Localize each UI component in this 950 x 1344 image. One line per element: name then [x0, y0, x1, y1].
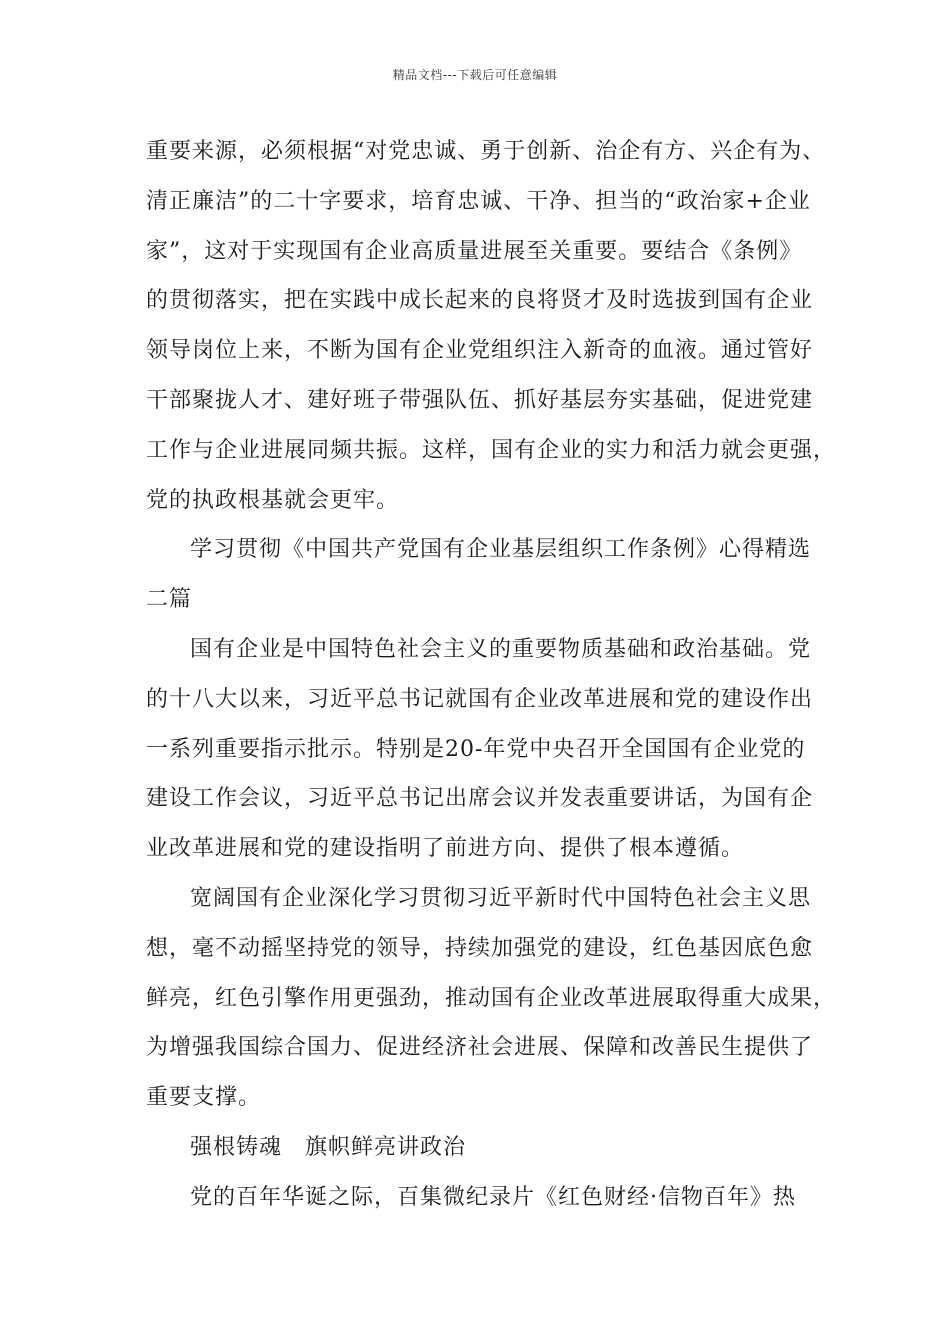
- text-line: 工作与企业进展同频共振。这样，国有企业的实力和活力就会更强，: [146, 437, 837, 463]
- text-line: 国有企业是中国特色社会主义的重要物质基础和政治基础。党: [190, 636, 812, 662]
- text-line: 想，毫不动摇坚持党的领导，持续加强党的建设，红色基因底色愈: [146, 935, 814, 961]
- text-line: 家”，这对于实现国有企业高质量进展至关重要。要结合《条例》: [146, 238, 803, 264]
- text-line: 学习贯彻《中国共产党国有企业基层组织工作条例》心得精选: [190, 537, 812, 563]
- text-line: 重要来源，必须根据“对党忠诚、勇于创新、治企有方、兴企有为、: [146, 139, 826, 164]
- text-line: 业改革进展和党的建设指明了前进方向、提供了根本遵循。: [146, 836, 745, 862]
- text-line: 重要支撑。: [146, 1085, 262, 1111]
- text-line: 清正廉洁”的二十字要求，培育忠诚、干净、担当的“政治家+企业: [146, 188, 811, 214]
- text-line: 强根铸魂 旗帜鲜亮讲政治: [190, 1134, 467, 1160]
- page-header: 精品文档---下载后可任意编辑: [392, 68, 558, 82]
- text-line: 建设工作会议，习近平总书记出席会议并发表重要讲话，为国有企: [146, 786, 814, 812]
- text-line: 鲜亮，红色引擎作用更强劲，推动国有企业改革进展取得重大成果，: [146, 985, 837, 1011]
- document-body: [146, 127, 837, 1223]
- text-line: 党的百年华诞之际，百集微纪录片《红色财经·信物百年》热: [190, 1184, 796, 1210]
- text-line: 领导岗位上来，不断为国有企业党组织注入新奇的血液。通过管好: [146, 338, 814, 364]
- text-line: 二篇: [146, 587, 193, 613]
- text-line: 为增强我国综合国力、促进经济社会进展、保障和改善民生提供了: [146, 1035, 814, 1061]
- text-line: 的十八大以来，习近平总书记就国有企业改革进展和党的建设作出: [146, 686, 814, 712]
- text-line: 一系列重要指示批示。特别是20-年党中央召开全国国有企业党的: [146, 736, 806, 762]
- text-line: 干部聚拢人才、建好班子带强队伍、抓好基层夯实基础，促进党建: [146, 387, 814, 413]
- text-line: 党的执政根基就会更牢。: [146, 487, 400, 513]
- text-line: 宽阔国有企业深化学习贯彻习近平新时代中国特色社会主义思: [190, 885, 812, 911]
- text-line: 的贯彻落实，把在实践中成长起来的良将贤才及时选拔到国有企业: [146, 288, 814, 314]
